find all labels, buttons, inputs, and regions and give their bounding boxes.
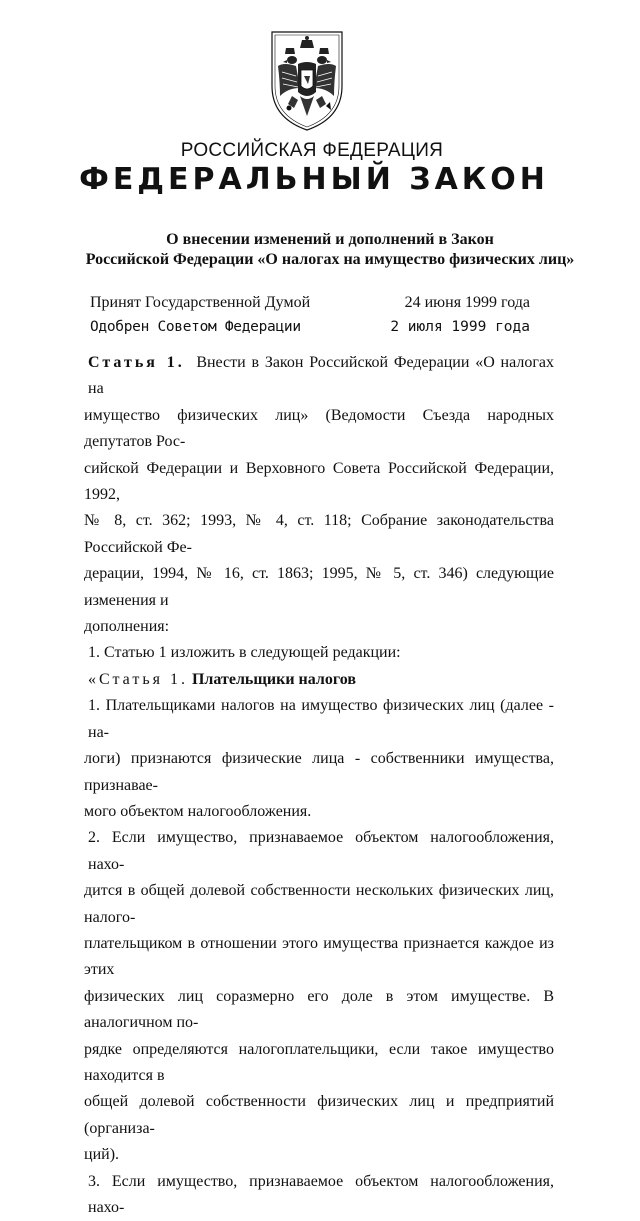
- new-article-title: Плательщики налогов: [191, 670, 356, 688]
- russian-coat-of-arms-emblem: [262, 26, 352, 134]
- body-line: имущество физических лиц» (Ведомости Съезда народных депутатов Рос-: [84, 406, 554, 451]
- article-1-first-line: [88, 350, 554, 403]
- new-article-prefix: «Статья 1.: [88, 670, 188, 688]
- para-3-line: 3. Если имущество, признаваемое объектом налогообложения, нахо-: [88, 1172, 554, 1216]
- law-title-line: Российской Федерации «О налогах на имущество физических лиц»: [85, 251, 575, 268]
- para-1-line: 1. Плательщиками налогов на имущество физических лиц (далее - на-: [88, 697, 554, 741]
- new-article-heading: [88, 667, 554, 693]
- law-title: [40, 230, 620, 270]
- duma-date: 24 июня 1999 года: [404, 294, 530, 311]
- para-1-line: логи) признаются физические лица - собственники имущества, признавае-: [84, 750, 554, 794]
- item-1: 1. Статью 1 изложить в следующей редакции:: [88, 644, 401, 662]
- adoption-row-council: [90, 315, 530, 339]
- para-2-line: рядке определяются налогоплательщики, если такое имущество находится в: [84, 1040, 554, 1084]
- para-2-line: общей долевой собственности физических лиц и предприятий (организа-: [84, 1093, 554, 1137]
- para-2-line: дится в общей долевой собственности нескольких физических лиц, налого-: [84, 882, 554, 926]
- law-type-heading: ФЕДЕРАЛЬНЫЙ ЗАКОН: [79, 162, 549, 197]
- document-body: [84, 350, 554, 1221]
- body-line: № 8, ст. 362; 1993, № 4, ст. 118; Собрание законодательства Российской Фе-: [84, 512, 554, 556]
- council-date: 2 июля 1999 года: [390, 319, 530, 335]
- article-1-heading: Статья 1.: [88, 354, 185, 371]
- article-1-text: Внести в Закон Российской Федерации «О налогах на: [88, 354, 554, 398]
- para-2-line: плательщиком в отношении этого имущества признается каждое из этих: [84, 934, 554, 979]
- duma-label: Принят Государственной Думой: [90, 294, 311, 311]
- country-heading: РОССИЙСКАЯ ФЕДЕРАЦИЯ: [180, 140, 444, 161]
- body-line: сийской Федерации и Верховного Совета Российской Федерации, 1992,: [84, 459, 554, 504]
- para-2-line: 2. Если имущество, признаваемое объектом налогообложения, нахо-: [88, 829, 554, 873]
- body-line: дерации, 1994, № 16, ст. 1863; 1995, № 5, ст. 346) следующие изменения и: [84, 565, 554, 609]
- body-line: дополнения:: [84, 618, 170, 636]
- law-title-line: О внесении изменений и дополнений в Закон: [166, 231, 494, 248]
- adoption-block: [90, 291, 530, 339]
- council-label: Одобрен Советом Федерации: [90, 319, 301, 335]
- para-1-line: мого объектом налогообложения.: [84, 802, 312, 820]
- adoption-row-duma: [90, 291, 530, 315]
- para-2-line: физических лиц соразмерно его доле в этом имуществе. В аналогичном по-: [84, 987, 554, 1032]
- para-2-line: ций).: [84, 1146, 120, 1164]
